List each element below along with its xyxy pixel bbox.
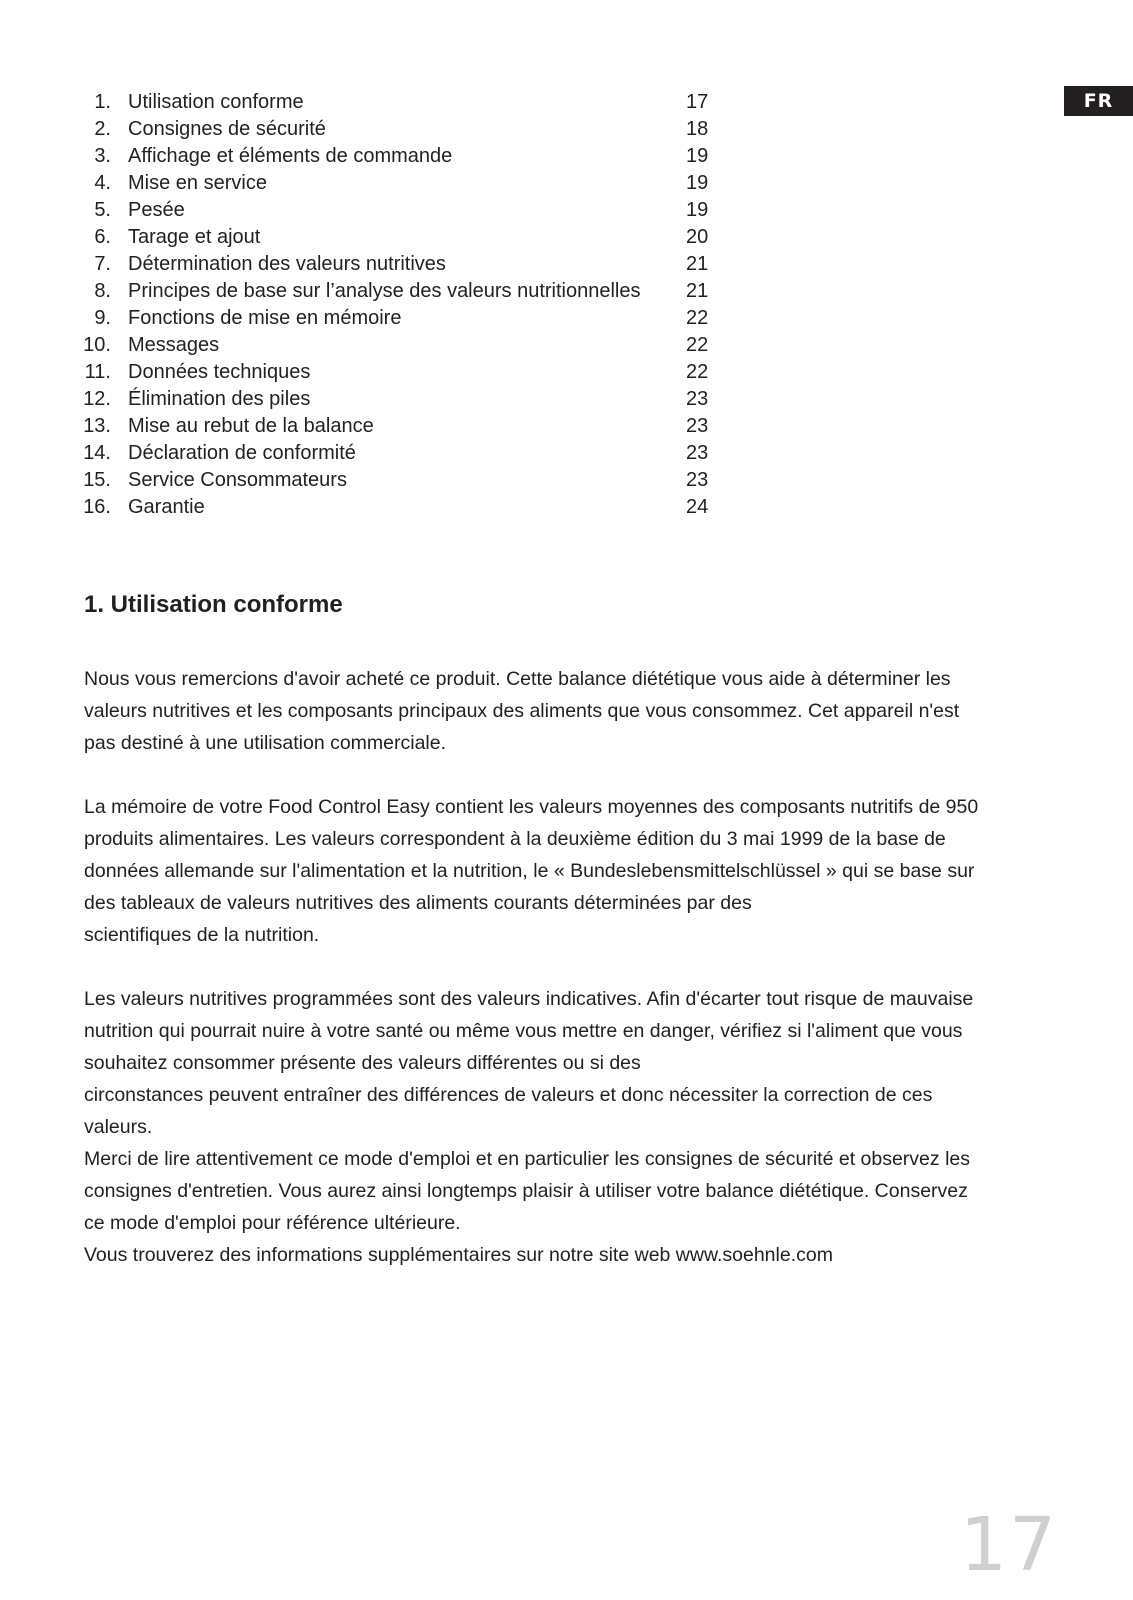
toc-entry-title: Consignes de sécurité [128, 118, 326, 140]
toc-entry [72, 116, 722, 143]
toc-entry-number: 8. [94, 280, 111, 302]
text-line: données allemande sur l'alimentation et la nutrition, le « Bundeslebensmittelschlüssel » qui se base sur [84, 860, 975, 882]
toc-entry [72, 467, 722, 494]
text-line: ce mode d'emploi pour référence ultérieure. [84, 1212, 461, 1234]
toc-entry-number: 2. [94, 118, 111, 140]
text-line: Vous trouverez des informations supplémentaires sur notre site web www.soehnle.com [84, 1244, 833, 1266]
toc-entry [72, 278, 722, 305]
toc-entry-number: 15. [83, 469, 111, 491]
toc-entry-title: Utilisation conforme [128, 91, 304, 113]
text-line: produits alimentaires. Les valeurs correspondent à la deuxième édition du 3 mai 1999 de la base de [84, 828, 946, 850]
section-heading: 1. Utilisation conforme [84, 591, 343, 618]
toc-entry-page: 18 [686, 118, 709, 140]
text-line: scientifiques de la nutrition. [84, 924, 320, 946]
text-line: pas destiné à une utilisation commerciale. [84, 732, 447, 754]
page-number: 17 [960, 1502, 1059, 1588]
text-line: La mémoire de votre Food Control Easy contient les valeurs moyennes des composants nutritifs de 950 [84, 796, 979, 818]
text-line: des tableaux de valeurs nutritives des aliments courants déterminées par des [84, 892, 752, 914]
toc-entry [72, 359, 722, 386]
toc-entry-title: Garantie [128, 496, 205, 518]
toc-entry [72, 224, 722, 251]
toc-entry [72, 251, 722, 278]
text-line: souhaitez consommer présente des valeurs différentes ou si des [84, 1052, 641, 1074]
toc-entry-number: 16. [83, 496, 111, 518]
language-tab: FR [1064, 86, 1133, 116]
paragraph-indicative-values [84, 983, 1064, 1143]
toc-entry-title: Données techniques [128, 361, 311, 383]
toc-entry-number: 5. [94, 199, 111, 221]
table-of-contents [72, 89, 722, 521]
toc-entry-page: 17 [686, 91, 709, 113]
toc-entry [72, 413, 722, 440]
toc-entry-title: Déclaration de conformité [128, 442, 356, 464]
toc-entry-page: 24 [686, 496, 709, 518]
toc-entry-number: 13. [83, 415, 111, 437]
toc-entry-number: 4. [94, 172, 111, 194]
toc-entry-title: Mise au rebut de la balance [128, 415, 374, 437]
section-body [84, 663, 1064, 1271]
toc-entry [72, 143, 722, 170]
text-line: nutrition qui pourrait nuire à votre santé ou même vous mettre en danger, vérifiez si l'aliment que vous [84, 1020, 963, 1042]
toc-entry-title: Pesée [128, 199, 185, 221]
toc-entry [72, 386, 722, 413]
toc-entry-title: Élimination des piles [128, 388, 311, 410]
toc-entry [72, 440, 722, 467]
toc-entry-page: 19 [686, 145, 709, 167]
paragraph-read-manual [84, 1143, 1064, 1239]
toc-entry-number: 7. [94, 253, 111, 275]
text-line: Merci de lire attentivement ce mode d'emploi et en particulier les consignes de sécurité et observez les [84, 1148, 970, 1170]
toc-entry-title: Service Consommateurs [128, 469, 347, 491]
toc-entry-page: 23 [686, 415, 709, 437]
paragraph-memory [84, 791, 1064, 951]
toc-entry-title: Affichage et éléments de commande [128, 145, 453, 167]
text-line: valeurs. [84, 1116, 153, 1138]
text-line: Les valeurs nutritives programmées sont des valeurs indicatives. Afin d'écarter tout risque de mauvaise [84, 988, 974, 1010]
toc-entry-number: 12. [83, 388, 111, 410]
text-line: consignes d'entretien. Vous aurez ainsi longtemps plaisir à utiliser votre balance diététique. Conservez [84, 1180, 968, 1202]
toc-entry-number: 9. [94, 307, 111, 329]
toc-entry-number: 1. [94, 91, 111, 113]
toc-entry-title: Fonctions de mise en mémoire [128, 307, 402, 329]
toc-entry-page: 22 [686, 361, 709, 383]
toc-entry-title: Tarage et ajout [128, 226, 261, 248]
toc-entry-page: 22 [686, 307, 709, 329]
toc-entry-title: Principes de base sur l’analyse des valeurs nutritionnelles [128, 280, 641, 302]
paragraph-website [84, 1239, 1064, 1271]
toc-entry-page: 21 [686, 280, 709, 302]
toc-entry-page: 23 [686, 442, 709, 464]
toc-entry-page: 23 [686, 469, 709, 491]
toc-entry-page: 23 [686, 388, 709, 410]
toc-entry-number: 14. [83, 442, 111, 464]
toc-entry [72, 494, 722, 521]
toc-entry-number: 10. [83, 334, 111, 356]
toc-entry-page: 22 [686, 334, 709, 356]
toc-entry-number: 3. [94, 145, 111, 167]
toc-entry-number: 6. [94, 226, 111, 248]
toc-entry [72, 332, 722, 359]
text-line: circonstances peuvent entraîner des différences de valeurs et donc nécessiter la correction de ces [84, 1084, 933, 1106]
toc-entry-number: 11. [84, 361, 111, 383]
toc-entry-page: 21 [686, 253, 709, 275]
toc-entry [72, 170, 722, 197]
toc-entry-title: Messages [128, 334, 220, 356]
toc-entry [72, 305, 722, 332]
toc-entry-page: 19 [686, 172, 709, 194]
toc-entry [72, 89, 722, 116]
toc-entry [72, 197, 722, 224]
toc-entry-page: 19 [686, 199, 709, 221]
toc-entry-title: Détermination des valeurs nutritives [128, 253, 446, 275]
paragraph-intro [84, 663, 1064, 759]
text-line: valeurs nutritives et les composants principaux des aliments que vous consommez. Cet appareil n'est [84, 700, 960, 722]
toc-entry-title: Mise en service [128, 172, 267, 194]
toc-entry-page: 20 [686, 226, 709, 248]
text-line: Nous vous remercions d'avoir acheté ce produit. Cette balance diététique vous aide à déterminer les [84, 668, 951, 690]
